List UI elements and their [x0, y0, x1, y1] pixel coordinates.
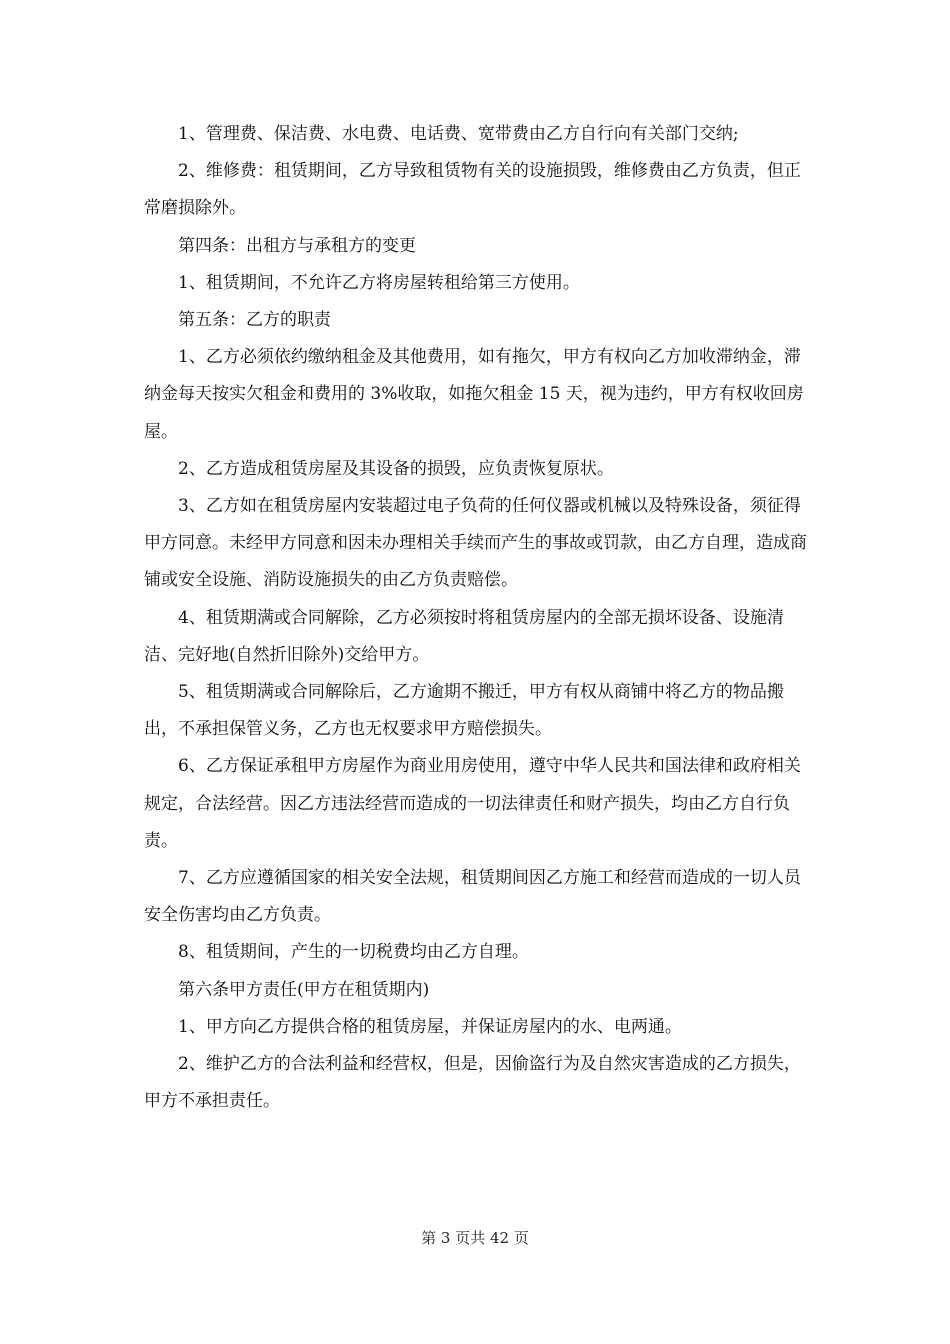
paragraph-overdue-removal: 5、租赁期满或合同解除后，乙方逾期不搬迁，甲方有权从商铺中将乙方的物品搬出，不承担保管义务，乙方也无权要求甲方赔偿损失。 — [144, 682, 784, 740]
paragraph-management-fees: 1、管理费、保洁费、水电费、电话费、宽带费由乙方自行向有关部门交纳; — [178, 124, 739, 144]
paragraph-repair-fees: 2、维修费：租赁期间，乙方导致租赁物有关的设施损毁，维修费由乙方负责，但正常磨损除外。 — [144, 161, 801, 219]
paragraph-protect-rights: 2、维护乙方的合法利益和经营权，但是，因偷盗行为及自然灾害造成的乙方损失，甲方不承担责任。 — [144, 1054, 801, 1112]
paragraph-legal-compliance: 6、乙方保证承租甲方房屋作为商业用房使用，遵守中华人民共和国法律和政府相关规定，合法经营。因乙方违法经营而造成的一切法律责任和财产损失，均由乙方自行负责。 — [144, 756, 801, 851]
paragraph-return-property: 4、租赁期满或合同解除，乙方必须按时将租赁房屋内的全部无损坏设备、设施清洁、完好地(自然折旧除外)交给甲方。 — [144, 607, 784, 665]
article-4-heading: 第四条：出租方与承租方的变更 — [178, 235, 416, 256]
article-5-heading: 第五条：乙方的职责 — [178, 310, 331, 331]
page-footer: 第 3 页共 42 页 — [421, 1229, 529, 1247]
article-6-heading: 第六条甲方责任(甲方在租赁期内) — [178, 979, 430, 1000]
paragraph-no-sublease: 1、租赁期间，不允许乙方将房屋转租给第三方使用。 — [178, 272, 580, 293]
paragraph-safety: 7、乙方应遵循国家的相关安全法规，租赁期间因乙方施工和经营而造成的一切人员安全伤害均由乙方负责。 — [144, 868, 801, 926]
paragraph-taxes: 8、租赁期间，产生的一切税费均由乙方自理。 — [178, 942, 529, 963]
paragraph-damage-restore: 2、乙方造成租赁房屋及其设备的损毁，应负责恢复原状。 — [178, 458, 614, 479]
document-body — [144, 116, 814, 1120]
paragraph-rent-payment: 1、乙方必须依约缴纳租金及其他费用，如有拖欠，甲方有权向乙方加收滞纳金，滞纳金每天按实欠租金和费用的 3%收取，如拖欠租金 15 天，视为违约，甲方有权收回房屋。 — [144, 347, 804, 442]
paragraph-equipment-install: 3、乙方如在租赁房屋内安装超过电子负荷的任何仪器或机械以及特殊设备，须征得甲方同意。未经甲方同意和因未办理相关手续而产生的事故或罚款，由乙方自理，造成商铺或安全设施、消防设施损失的由乙方负责赔偿。 — [144, 496, 807, 591]
paragraph-provide-housing: 1、甲方向乙方提供合格的租赁房屋，并保证房屋内的水、电两通。 — [178, 1016, 682, 1037]
